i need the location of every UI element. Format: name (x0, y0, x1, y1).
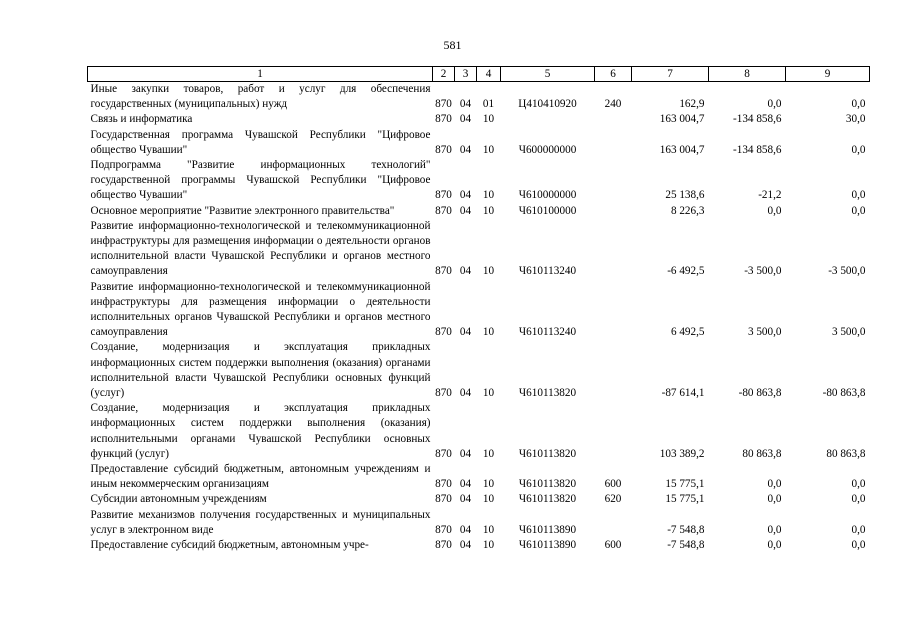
cell-section: 04 (459, 478, 472, 491)
cell-amount-9: 0,0 (851, 143, 866, 156)
table-row (88, 280, 870, 341)
table-row (88, 158, 870, 204)
cell-amount-9: 0,0 (851, 204, 866, 217)
cell-amount-7: 103 389,2 (659, 447, 705, 460)
cell-section: 04 (459, 143, 472, 156)
cell-amount-8: -134 858,6 (733, 143, 782, 156)
cell-ministry: 870 (435, 478, 452, 491)
cell-subsection: 10 (482, 143, 495, 156)
cell-amount-9: 0,0 (851, 98, 866, 111)
row-name: Подпрограмма "Развитие информационных технологий" государственной программы Чувашской Республики "Цифровое общество Чувашии" (90, 159, 431, 202)
cell-amount-8: 0,0 (767, 478, 782, 491)
row-name: Создание, модернизация и эксплуатация прикладных информационных систем поддержки выполнения (оказания) органами исполнительной власти Чувашской Республики основных функций (услуг) (90, 341, 431, 400)
cell-expense-type (595, 401, 632, 462)
header-cell-3: 3 (455, 67, 477, 82)
cell-ministry: 870 (435, 204, 452, 217)
cell-expense-type (595, 112, 632, 127)
cell-amount-9: 3 500,0 (831, 326, 866, 339)
row-name: Иные закупки товаров, работ и услуг для обеспечения государственных (муниципальных) нужд (90, 83, 431, 111)
cell-expense-type (595, 158, 632, 204)
cell-expense-type: 620 (604, 493, 622, 506)
cell-target-article: Ч610113240 (518, 265, 577, 278)
cell-subsection: 10 (482, 204, 495, 217)
cell-amount-9: 80 863,8 (826, 447, 866, 460)
header-row (88, 67, 870, 82)
cell-ministry: 870 (435, 539, 452, 552)
cell-expense-type (595, 280, 632, 341)
cell-amount-9: 0,0 (851, 493, 866, 506)
cell-subsection: 10 (482, 523, 495, 536)
cell-section: 04 (459, 98, 472, 111)
cell-amount-8: -80 863,8 (738, 387, 782, 400)
table-row (88, 538, 870, 553)
cell-ministry: 870 (435, 523, 452, 536)
cell-subsection: 10 (482, 265, 495, 278)
row-name: Основное мероприятие "Развитие электронного правительства" (90, 204, 395, 217)
cell-amount-9: -3 500,0 (828, 265, 866, 278)
cell-section: 04 (459, 326, 472, 339)
cell-subsection: 10 (482, 478, 495, 491)
table-row (88, 462, 870, 492)
cell-subsection: 10 (482, 447, 495, 460)
row-name: Государственная программа Чувашской Республики "Цифровое общество Чувашии" (90, 128, 431, 156)
cell-amount-8: 0,0 (767, 523, 782, 536)
header-cell-7: 7 (632, 67, 709, 82)
header-cell-4: 4 (477, 67, 501, 82)
table-header (88, 67, 870, 82)
cell-amount-9: 30,0 (845, 113, 866, 126)
cell-expense-type (595, 204, 632, 219)
cell-amount-9: 0,0 (851, 523, 866, 536)
cell-amount-7: 8 226,3 (670, 204, 705, 217)
cell-amount-8: -134 858,6 (733, 113, 782, 126)
row-name: Связь и информатика (90, 113, 193, 126)
cell-expense-type: 600 (604, 539, 622, 552)
cell-section: 04 (459, 539, 472, 552)
row-name: Предоставление субсидий бюджетным, автономным учреждениям и иным некоммерческим организациям (90, 463, 431, 491)
cell-ministry: 870 (435, 113, 452, 126)
cell-section: 04 (459, 387, 472, 400)
cell-target-article: Ч610113240 (518, 326, 577, 339)
row-name: Субсидии автономным учреждениям (90, 493, 267, 506)
cell-target-article: Ч610113820 (518, 478, 577, 491)
table-row (88, 128, 870, 158)
table-row (88, 401, 870, 462)
cell-section: 04 (459, 113, 472, 126)
cell-ministry: 870 (435, 387, 452, 400)
cell-target-article: Ч610113890 (518, 523, 577, 536)
cell-amount-7: 25 138,6 (665, 189, 705, 202)
header-cell-2: 2 (433, 67, 455, 82)
page-number: 581 (443, 38, 462, 52)
cell-expense-type: 240 (604, 98, 622, 111)
cell-amount-7: 162,9 (679, 98, 705, 111)
cell-amount-8: 80 863,8 (742, 447, 782, 460)
cell-amount-9: 0,0 (851, 539, 866, 552)
cell-amount-8: 0,0 (767, 98, 782, 111)
cell-ministry: 870 (435, 326, 452, 339)
cell-amount-9: 0,0 (851, 189, 866, 202)
cell-amount-7: 163 004,7 (659, 113, 705, 126)
table-row (88, 492, 870, 507)
table-body (88, 82, 870, 554)
header-cell-8: 8 (709, 67, 786, 82)
table-row (88, 219, 870, 280)
cell-section: 04 (459, 447, 472, 460)
row-name: Развитие информационно-технологической и телекоммуникационной инфраструктуры для размещения информации о деятельности исполнительных органов Чувашской Республики и органов местного самоуправления (90, 280, 431, 339)
cell-amount-9: -80 863,8 (822, 387, 866, 400)
cell-section: 04 (459, 493, 472, 506)
cell-subsection: 10 (482, 493, 495, 506)
cell-subsection: 10 (482, 113, 495, 126)
cell-target-article: Ч600000000 (518, 143, 577, 156)
cell-section: 04 (459, 204, 472, 217)
cell-amount-8: 0,0 (767, 204, 782, 217)
cell-amount-7: 163 004,7 (659, 143, 705, 156)
cell-target-article: Ц410410920 (518, 98, 577, 111)
cell-section: 04 (459, 189, 472, 202)
cell-target-article: Ч610113890 (518, 539, 577, 552)
cell-subsection: 01 (482, 98, 495, 111)
table-row (88, 508, 870, 538)
cell-expense-type (595, 128, 632, 158)
row-name: Предоставление субсидий бюджетным, автономным учре- (90, 539, 369, 552)
cell-amount-8: 3 500,0 (747, 326, 782, 339)
cell-amount-7: 15 775,1 (665, 478, 705, 491)
cell-ministry: 870 (435, 265, 452, 278)
table-row (88, 340, 870, 401)
row-name: Создание, модернизация и эксплуатация прикладных информационных систем поддержки выполнения (оказания) исполнительными органами Чувашской Республики основных функций (услуг) (90, 402, 431, 460)
cell-subsection: 10 (482, 387, 495, 400)
cell-target-article: Ч610113820 (518, 387, 577, 400)
cell-amount-7: 15 775,1 (665, 493, 705, 506)
cell-section: 04 (459, 523, 472, 536)
cell-ministry: 870 (435, 493, 452, 506)
cell-subsection: 10 (482, 539, 495, 552)
cell-ministry: 870 (435, 143, 452, 156)
header-cell-5: 5 (501, 67, 595, 82)
cell-amount-7: -7 548,8 (667, 523, 705, 536)
cell-expense-type (595, 508, 632, 538)
table-row (88, 112, 870, 127)
cell-subsection: 10 (482, 189, 495, 202)
row-name: Развитие механизмов получения государственных и муниципальных услуг в электронном виде (90, 508, 431, 536)
cell-ministry: 870 (435, 98, 452, 111)
cell-expense-type (595, 219, 632, 280)
cell-amount-8: 0,0 (767, 539, 782, 552)
cell-target-article: Ч610000000 (518, 189, 577, 202)
budget-table (87, 66, 870, 553)
cell-expense-type (595, 340, 632, 401)
cell-amount-7: -6 492,5 (667, 265, 705, 278)
cell-amount-8: -21,2 (758, 189, 782, 202)
header-cell-6: 6 (595, 67, 632, 82)
cell-amount-8: 0,0 (767, 493, 782, 506)
header-cell-1: 1 (88, 67, 433, 82)
cell-amount-7: -7 548,8 (667, 539, 705, 552)
cell-ministry: 870 (435, 447, 452, 460)
cell-target-article: Ч610113820 (518, 447, 577, 460)
cell-subsection: 10 (482, 326, 495, 339)
cell-ministry: 870 (435, 189, 452, 202)
cell-section: 04 (459, 265, 472, 278)
cell-target-article: Ч610100000 (518, 204, 577, 217)
cell-expense-type: 600 (604, 478, 622, 491)
cell-amount-7: 6 492,5 (670, 326, 705, 339)
cell-target-article (501, 112, 595, 127)
header-cell-9: 9 (786, 67, 870, 82)
table-row (88, 82, 870, 113)
cell-amount-8: -3 500,0 (744, 265, 782, 278)
table-row (88, 204, 870, 219)
cell-target-article: Ч610113820 (518, 493, 577, 506)
row-name: Развитие информационно-технологической и телекоммуникационной инфраструктуры для размещения информации о деятельности органов исполнительной власти Чувашской Республики и органов местного самоуправления (90, 219, 431, 278)
cell-amount-7: -87 614,1 (661, 387, 705, 400)
cell-amount-9: 0,0 (851, 478, 866, 491)
